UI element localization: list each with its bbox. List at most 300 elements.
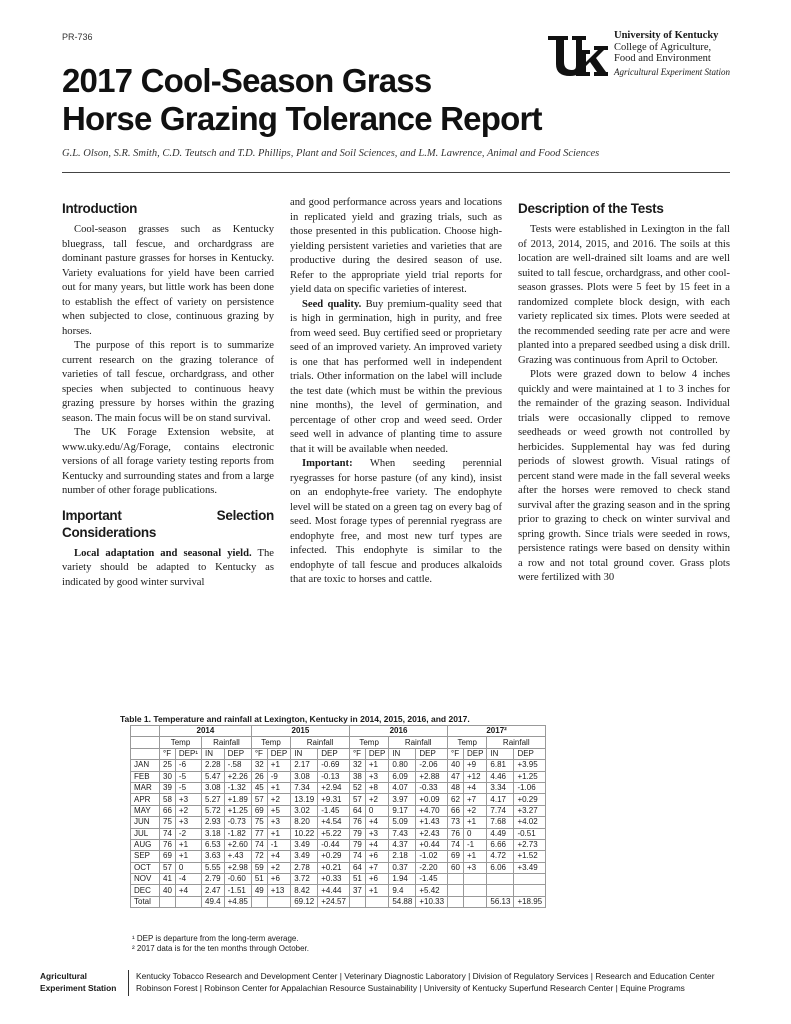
table-row <box>131 805 546 816</box>
important-text: When seeding perennial ryegrasses for horse pasture (of any kind), insist on an endophyte-free variety. The endophyte level will be stated on a green tag on every bag of seed. Most forage types of perennial ryegrass are endophyte free, and most new turf types are infected. This endophyte is similar to the endophyte of tall fescue and produces alkaloids that are toxic to horses and cattle. <box>290 458 502 585</box>
table-cell: +0.21 <box>318 862 350 873</box>
adaptation-paragraph <box>62 547 274 591</box>
table-cell: 4.07 <box>389 782 416 793</box>
table-cell: +2 <box>175 805 201 816</box>
table-cell: -4 <box>175 874 201 885</box>
table-cell: +4.44 <box>318 885 350 896</box>
temp-header: Temp <box>349 737 388 748</box>
table-row <box>131 794 546 805</box>
table-cell: +4 <box>365 839 388 850</box>
table-cell: +0.29 <box>318 851 350 862</box>
table-cell: 60 <box>448 862 464 873</box>
footer-units <box>136 970 776 994</box>
table-cell: -2 <box>175 828 201 839</box>
tests-paragraph-1: Tests were established in Lexington in the fall of 2013, 2014, 2015, and 2016. The soils at this location are well-drained silt loams and are well suited to tall fescue, orchardgrass, and other cool-season grasses. Plots were 5 feet by 15 feet in a randomized complete block design, with each variety replicated six times. Plots were seeded at the recommended seeding rate per acre and were planted into a prepared seedbed using a disk drill. Grazing was continuous from April to October. <box>518 224 730 366</box>
table-cell <box>448 896 464 907</box>
table-cell <box>514 885 546 896</box>
table-cell: 2.78 <box>291 862 318 873</box>
table-cell <box>487 885 514 896</box>
table-cell: -.58 <box>224 760 251 771</box>
table-cell: -0.44 <box>318 839 350 850</box>
table-row-label: AUG <box>131 839 160 850</box>
table-cell: 73 <box>448 817 464 828</box>
table-subheader: DEP <box>416 748 448 759</box>
authors: G.L. Olson, S.R. Smith, C.D. Teutsch and T.D. Phillips, Plant and Soil Sciences, and L.M. Lawrence, Animal and Food Sciences <box>62 148 600 159</box>
table-cell: 58 <box>160 794 176 805</box>
table-cell: +1 <box>175 851 201 862</box>
table-cell: 2.93 <box>202 817 225 828</box>
table-row-label: FEB <box>131 771 160 782</box>
table-cell: 40 <box>160 885 176 896</box>
table-cell: +2 <box>267 862 290 873</box>
table-cell: 4.17 <box>487 794 514 805</box>
table-cell: 57 <box>251 794 267 805</box>
page-title <box>62 62 562 138</box>
table-cell: +2.26 <box>224 771 251 782</box>
table-subheader: °F <box>251 748 267 759</box>
table-cell: 76 <box>349 817 365 828</box>
table-subheader: °F <box>448 748 464 759</box>
table-cell: +2.88 <box>416 771 448 782</box>
table-cell: -2.20 <box>416 862 448 873</box>
table-cell: -5 <box>175 782 201 793</box>
org-college: College of Agriculture, <box>614 41 712 53</box>
table-cell: 41 <box>160 874 176 885</box>
table-cell: +18.95 <box>514 896 546 907</box>
rain-header: Rainfall <box>389 737 448 748</box>
table-cell: +3 <box>175 794 201 805</box>
table-subheader: DEP <box>318 748 350 759</box>
table-cell: 3.63 <box>202 851 225 862</box>
table-cell: -1.02 <box>416 851 448 862</box>
rain-header: Rainfall <box>487 737 546 748</box>
table-cell: 0 <box>175 862 201 873</box>
table-cell <box>349 896 365 907</box>
table-subheader: DEP <box>463 748 486 759</box>
table-cell: 0 <box>365 805 388 816</box>
table-cell: 2.79 <box>202 874 225 885</box>
col2-paragraph-1: and good performance across years and locations in replicated yield and grazing trials, such as those presented in this publication. Choose high-yielding persistent varieties and varieties that are productive during the desired season of use. Refer to the appropriate yield trial reports for yield data on specific varieties of interest. <box>290 197 502 295</box>
table-cell: 5.47 <box>202 771 225 782</box>
table-cell: +1 <box>267 760 290 771</box>
table-cell: 64 <box>349 805 365 816</box>
table-cell: 13.19 <box>291 794 318 805</box>
table-cell: 69 <box>448 851 464 862</box>
table-cell: +3 <box>463 862 486 873</box>
table-cell: -1.51 <box>224 885 251 896</box>
table-row <box>131 851 546 862</box>
table-cell: 66 <box>160 805 176 816</box>
year-header: 2016 <box>349 726 447 737</box>
year-header: 2015 <box>251 726 349 737</box>
table-cell: 54.88 <box>389 896 416 907</box>
table-year-row <box>131 726 546 737</box>
table-cell: 62 <box>448 794 464 805</box>
table-row <box>131 760 546 771</box>
table-cell: 64 <box>349 862 365 873</box>
table-cell: +1 <box>365 885 388 896</box>
table-row <box>131 885 546 896</box>
table-cell: +8 <box>365 782 388 793</box>
year-header: 2017² <box>448 726 546 737</box>
table-cell: 48 <box>448 782 464 793</box>
org-university: University of Kentucky <box>614 30 719 41</box>
table-cell: +1.89 <box>224 794 251 805</box>
table-cell: 32 <box>251 760 267 771</box>
table-cell: 37 <box>349 885 365 896</box>
table-cell: 77 <box>251 828 267 839</box>
table-note-1: ¹ DEP is departure from the long-term average. <box>132 934 299 943</box>
table-row <box>131 771 546 782</box>
table-cell: +1.52 <box>514 851 546 862</box>
table-cell: 49 <box>251 885 267 896</box>
table-cell <box>160 896 176 907</box>
table-row <box>131 817 546 828</box>
table-cell: +7 <box>463 794 486 805</box>
table-cell: -1 <box>463 839 486 850</box>
table-cell: 9.4 <box>389 885 416 896</box>
adaptation-lead: Local adaptation and seasonal yield. <box>74 547 252 559</box>
important-paragraph <box>290 457 502 588</box>
table-cell: 2.28 <box>202 760 225 771</box>
table-cell: +.43 <box>224 851 251 862</box>
table-cell: +13 <box>267 885 290 896</box>
table-cell: 5.72 <box>202 805 225 816</box>
table-cell: +1.25 <box>514 771 546 782</box>
table-body <box>131 760 546 908</box>
table-cell: -6 <box>175 760 201 771</box>
header-divider <box>62 172 730 173</box>
table-notes <box>132 934 309 954</box>
table-cell: 69 <box>160 851 176 862</box>
table-cell: 74 <box>448 839 464 850</box>
table-cell: 3.08 <box>291 771 318 782</box>
table-cell: +4.85 <box>224 896 251 907</box>
table-row <box>131 782 546 793</box>
table-cell: +1 <box>175 839 201 850</box>
table-cell: 26 <box>251 771 267 782</box>
table-subheader: IN <box>291 748 318 759</box>
table-cell: 75 <box>160 817 176 828</box>
table-cell: 6.66 <box>487 839 514 850</box>
table-row <box>131 828 546 839</box>
table-cell: 5.09 <box>389 817 416 828</box>
table-cell: 7.43 <box>389 828 416 839</box>
title-line-1: 2017 Cool-Season Grass <box>62 62 432 99</box>
temp-header: Temp <box>160 737 202 748</box>
table-subheader: IN <box>487 748 514 759</box>
table-row-label: Total <box>131 896 160 907</box>
table-cell: +10.33 <box>416 896 448 907</box>
title-line-2: Horse Grazing Tolerance Report <box>62 100 542 137</box>
table-cell: -1 <box>267 839 290 850</box>
table-cell: +2 <box>365 794 388 805</box>
table-cell: 56.13 <box>487 896 514 907</box>
column-3 <box>518 200 730 586</box>
table-cell: +1 <box>463 851 486 862</box>
table-row-label: MAR <box>131 782 160 793</box>
table-cell: 2.17 <box>291 760 318 771</box>
footer-divider <box>128 970 129 996</box>
table-subheader: IN <box>202 748 225 759</box>
table-cell: +24.57 <box>318 896 350 907</box>
table-cell: +3.49 <box>514 862 546 873</box>
table-cell: +1 <box>463 817 486 828</box>
publication-number: PR-736 <box>62 32 93 42</box>
table-cell: -0.60 <box>224 874 251 885</box>
table-cell: 79 <box>349 839 365 850</box>
table-row-label: MAY <box>131 805 160 816</box>
table-cell: 8.20 <box>291 817 318 828</box>
table-cell: 6.06 <box>487 862 514 873</box>
table-cell: +4.70 <box>416 805 448 816</box>
table-cell: 2.18 <box>389 851 416 862</box>
table-cell: -9 <box>267 771 290 782</box>
weather-table <box>130 725 546 908</box>
table-cell: 30 <box>160 771 176 782</box>
table-cell: +3.95 <box>514 760 546 771</box>
table-cell: 57 <box>349 794 365 805</box>
seed-quality-paragraph <box>290 298 502 458</box>
seed-quality-lead: Seed quality. <box>302 298 362 310</box>
table-cell <box>463 874 486 885</box>
intro-paragraph-2: The purpose of this report is to summarize current research on the grazing tolerance of varieties of tall fescue, orchardgrass, and other species when subjected to continuous heavy grazing pressure by horses within the grazing season. The main focus will be on stand survival. <box>62 340 274 424</box>
table-cell: 32 <box>349 760 365 771</box>
table-row-label: OCT <box>131 862 160 873</box>
table-cell: 3.34 <box>487 782 514 793</box>
table-cell: +4 <box>463 782 486 793</box>
table-cell: +2.43 <box>416 828 448 839</box>
table-cell: 72 <box>251 851 267 862</box>
table-cell: +12 <box>463 771 486 782</box>
table-cell: 7.68 <box>487 817 514 828</box>
table-subheader: °F <box>349 748 365 759</box>
uk-logo <box>546 32 608 78</box>
table-cell: 4.49 <box>487 828 514 839</box>
table-cell: +4.54 <box>318 817 350 828</box>
introduction-heading: Introduction <box>62 201 138 216</box>
table-cell <box>448 885 464 896</box>
table-cell: 5.55 <box>202 862 225 873</box>
organization-block <box>614 30 784 78</box>
table-cell: 25 <box>160 760 176 771</box>
table-row <box>131 874 546 885</box>
table-cell: 57 <box>160 862 176 873</box>
table-cell: -2.06 <box>416 760 448 771</box>
table-cell: +0.44 <box>416 839 448 850</box>
table-row <box>131 862 546 873</box>
table-cell: -0.73 <box>224 817 251 828</box>
table-cell: 0.80 <box>389 760 416 771</box>
org-station: Agricultural Experiment Station <box>614 66 730 77</box>
table-cell: +2 <box>463 805 486 816</box>
table-cell: -0.33 <box>416 782 448 793</box>
tests-heading: Description of the Tests <box>518 201 664 216</box>
table-cell: 1.94 <box>389 874 416 885</box>
table-cell: 74 <box>160 828 176 839</box>
table-cell: 47 <box>448 771 464 782</box>
intro-paragraph-1: Cool-season grasses such as Kentucky bluegrass, tall fescue, and orchardgrass are dominant pasture grasses for horses in Kentucky. Variety evaluations for yield have been carried out for many years, but little work has been done to establish the effect of variety on persistence when subjected to close, continuous grazing by horses. <box>62 224 274 337</box>
table-cell: +5.42 <box>416 885 448 896</box>
table-cell: +3.27 <box>514 805 546 816</box>
footer-units-line-2: Robinson Forest | Robinson Center for Appalachian Resource Sustainability | University of Kentucky Superfund Research Center | Equine Programs <box>136 983 685 993</box>
table-corner <box>131 737 160 748</box>
table-cell: +6 <box>365 874 388 885</box>
year-header: 2014 <box>160 726 252 737</box>
table-row-label: NOV <box>131 874 160 885</box>
table-cell: 2.47 <box>202 885 225 896</box>
table-cell: +4 <box>267 851 290 862</box>
table-cell: 66 <box>448 805 464 816</box>
table-cell: +3 <box>267 817 290 828</box>
table-cell: 74 <box>349 851 365 862</box>
table-subheader-row <box>131 748 546 759</box>
table-cell: 6.53 <box>202 839 225 850</box>
table-row-label: JUN <box>131 817 160 828</box>
table-cell: 45 <box>251 782 267 793</box>
table-cell: -1.32 <box>224 782 251 793</box>
table-cell: +4 <box>365 817 388 828</box>
table-cell: +6 <box>365 851 388 862</box>
table-cell: 51 <box>349 874 365 885</box>
table-cell: +9 <box>463 760 486 771</box>
table-cell <box>251 896 267 907</box>
seed-quality-text: Buy premium-quality seed that is high in germination, high in purity, and free from weed seed. Buy certified seed or proprietary seed of an improved variety. An improved variety is one that has performed well in independent trials. Other information on the label will include the test date (which must be within the previous nine months), the level of germination, and percentage of other crop and weed seed. Order seed well in advance of planting time to assure that it will be available when needed. <box>290 298 502 455</box>
table-cell: 74 <box>251 839 267 850</box>
table-cell: 79 <box>349 828 365 839</box>
table-cell: 5.27 <box>202 794 225 805</box>
table-cell: +0.29 <box>514 794 546 805</box>
table-cell <box>514 874 546 885</box>
table-subheader: DEP <box>224 748 251 759</box>
table-cell: +4.02 <box>514 817 546 828</box>
table-cell: +5.22 <box>318 828 350 839</box>
table-cell: +3 <box>365 828 388 839</box>
footer-units-line-1: Kentucky Tobacco Research and Development Center | Veterinary Diagnostic Laboratory | Division of Regulatory Services | Research and Education Center <box>136 971 715 981</box>
table-cell: 69.12 <box>291 896 318 907</box>
table-corner <box>131 748 160 759</box>
table-cell: +1 <box>267 782 290 793</box>
table-cell: +2.73 <box>514 839 546 850</box>
table-cell: -0.13 <box>318 771 350 782</box>
table-cell <box>267 896 290 907</box>
table-cell: -1.82 <box>224 828 251 839</box>
table-subheader: DEP <box>365 748 388 759</box>
table-cell: 9.17 <box>389 805 416 816</box>
table-cell: +1 <box>267 828 290 839</box>
table-cell: -1.45 <box>318 805 350 816</box>
column-2 <box>290 196 502 588</box>
table-cell: 7.74 <box>487 805 514 816</box>
table-subheader: DEP <box>514 748 546 759</box>
footer-station-line-2: Experiment Station <box>40 983 117 993</box>
table-row <box>131 896 546 907</box>
table-subheader: DEP¹ <box>175 748 201 759</box>
table-caption: Table 1. Temperature and rainfall at Lexington, Kentucky in 2014, 2015, 2016, and 2017. <box>120 714 470 724</box>
table-cell: +3 <box>175 817 201 828</box>
table-cell: 39 <box>160 782 176 793</box>
footer-station-line-1: Agricultural <box>40 971 87 981</box>
table-cell: 3.08 <box>202 782 225 793</box>
rain-header: Rainfall <box>202 737 252 748</box>
table-cell: +2.94 <box>318 782 350 793</box>
table-cell: 7.34 <box>291 782 318 793</box>
table-cell <box>463 896 486 907</box>
table-cell: +0.33 <box>318 874 350 885</box>
table-group-row <box>131 737 546 748</box>
table-cell: 10.22 <box>291 828 318 839</box>
table-cell: +5 <box>267 805 290 816</box>
table-cell <box>365 896 388 907</box>
table-cell <box>463 885 486 896</box>
important-lead: Important: <box>302 458 353 469</box>
table-cell: 59 <box>251 862 267 873</box>
table-cell: 3.49 <box>291 851 318 862</box>
tests-paragraph-2: Plots were grazed down to below 4 inches quickly and were maintained at 1 to 3 inches for the remainder of the grazing season. Individual trials were occasionally clipped to remove seedheads or weed growth not controlled by herbicides. Supplemental hay was fed during periods of slowest growth. Visual ratings of percent stand were made in the fall several weeks after the horses were removed to check stand survival after the grazing season and in the spring prior to grazing to check on winter survival and spring growth. Since trials were seeded in rows, persistence ratings were based on density within a row and not total ground cover. Grass plots were fertilized with 30 <box>518 369 730 583</box>
table-cell: 40 <box>448 760 464 771</box>
table-cell: 3.02 <box>291 805 318 816</box>
table-row-label: DEC <box>131 885 160 896</box>
table-row-label: JAN <box>131 760 160 771</box>
table-cell: +4 <box>175 885 201 896</box>
table-corner <box>131 726 160 737</box>
table-subheader: IN <box>389 748 416 759</box>
table-row <box>131 839 546 850</box>
table-cell: 75 <box>251 817 267 828</box>
table-row-label: SEP <box>131 851 160 862</box>
table-subheader: DEP <box>267 748 290 759</box>
table-cell: 3.18 <box>202 828 225 839</box>
column-1 <box>62 200 274 590</box>
table-cell: +1.25 <box>224 805 251 816</box>
intro-paragraph-3: The UK Forage Extension website, at www.uky.edu/Ag/Forage, contains electronic versions of all forage variety testing reports from Kentucky and surrounding states and from a large number of other forage publications. <box>62 427 274 496</box>
table-row-label: APR <box>131 794 160 805</box>
table-cell: +2 <box>267 794 290 805</box>
rain-header: Rainfall <box>291 737 350 748</box>
adaptation-text: The variety should be adapted to Kentucky as indicated by good winter survival <box>62 547 274 588</box>
table-cell: +2.60 <box>224 839 251 850</box>
table-row-label: JUL <box>131 828 160 839</box>
table-cell: 4.37 <box>389 839 416 850</box>
table-cell: -0.51 <box>514 828 546 839</box>
table-cell: 3.97 <box>389 794 416 805</box>
table-cell: +7 <box>365 862 388 873</box>
selection-heading: Important Selection Considerations <box>62 507 274 540</box>
table-cell: 69 <box>251 805 267 816</box>
table-cell: +1.43 <box>416 817 448 828</box>
table-cell: 0.37 <box>389 862 416 873</box>
table-cell: 49.4 <box>202 896 225 907</box>
table-subheader: °F <box>160 748 176 759</box>
table-cell: -0.69 <box>318 760 350 771</box>
table-note-2: ² 2017 data is for the ten months through October. <box>132 944 309 953</box>
table-cell: 0 <box>463 828 486 839</box>
table-cell: 51 <box>251 874 267 885</box>
table-cell: +3 <box>365 771 388 782</box>
table-cell <box>175 896 201 907</box>
table-cell: -1.45 <box>416 874 448 885</box>
temp-header: Temp <box>251 737 290 748</box>
table-cell: 4.72 <box>487 851 514 862</box>
table-cell: 6.09 <box>389 771 416 782</box>
table-cell: +9.31 <box>318 794 350 805</box>
org-college-2: Food and Environment <box>614 53 711 64</box>
table-cell <box>487 874 514 885</box>
table-cell: 76 <box>160 839 176 850</box>
table-cell: +1 <box>365 760 388 771</box>
temp-header: Temp <box>448 737 487 748</box>
table-cell: 3.49 <box>291 839 318 850</box>
